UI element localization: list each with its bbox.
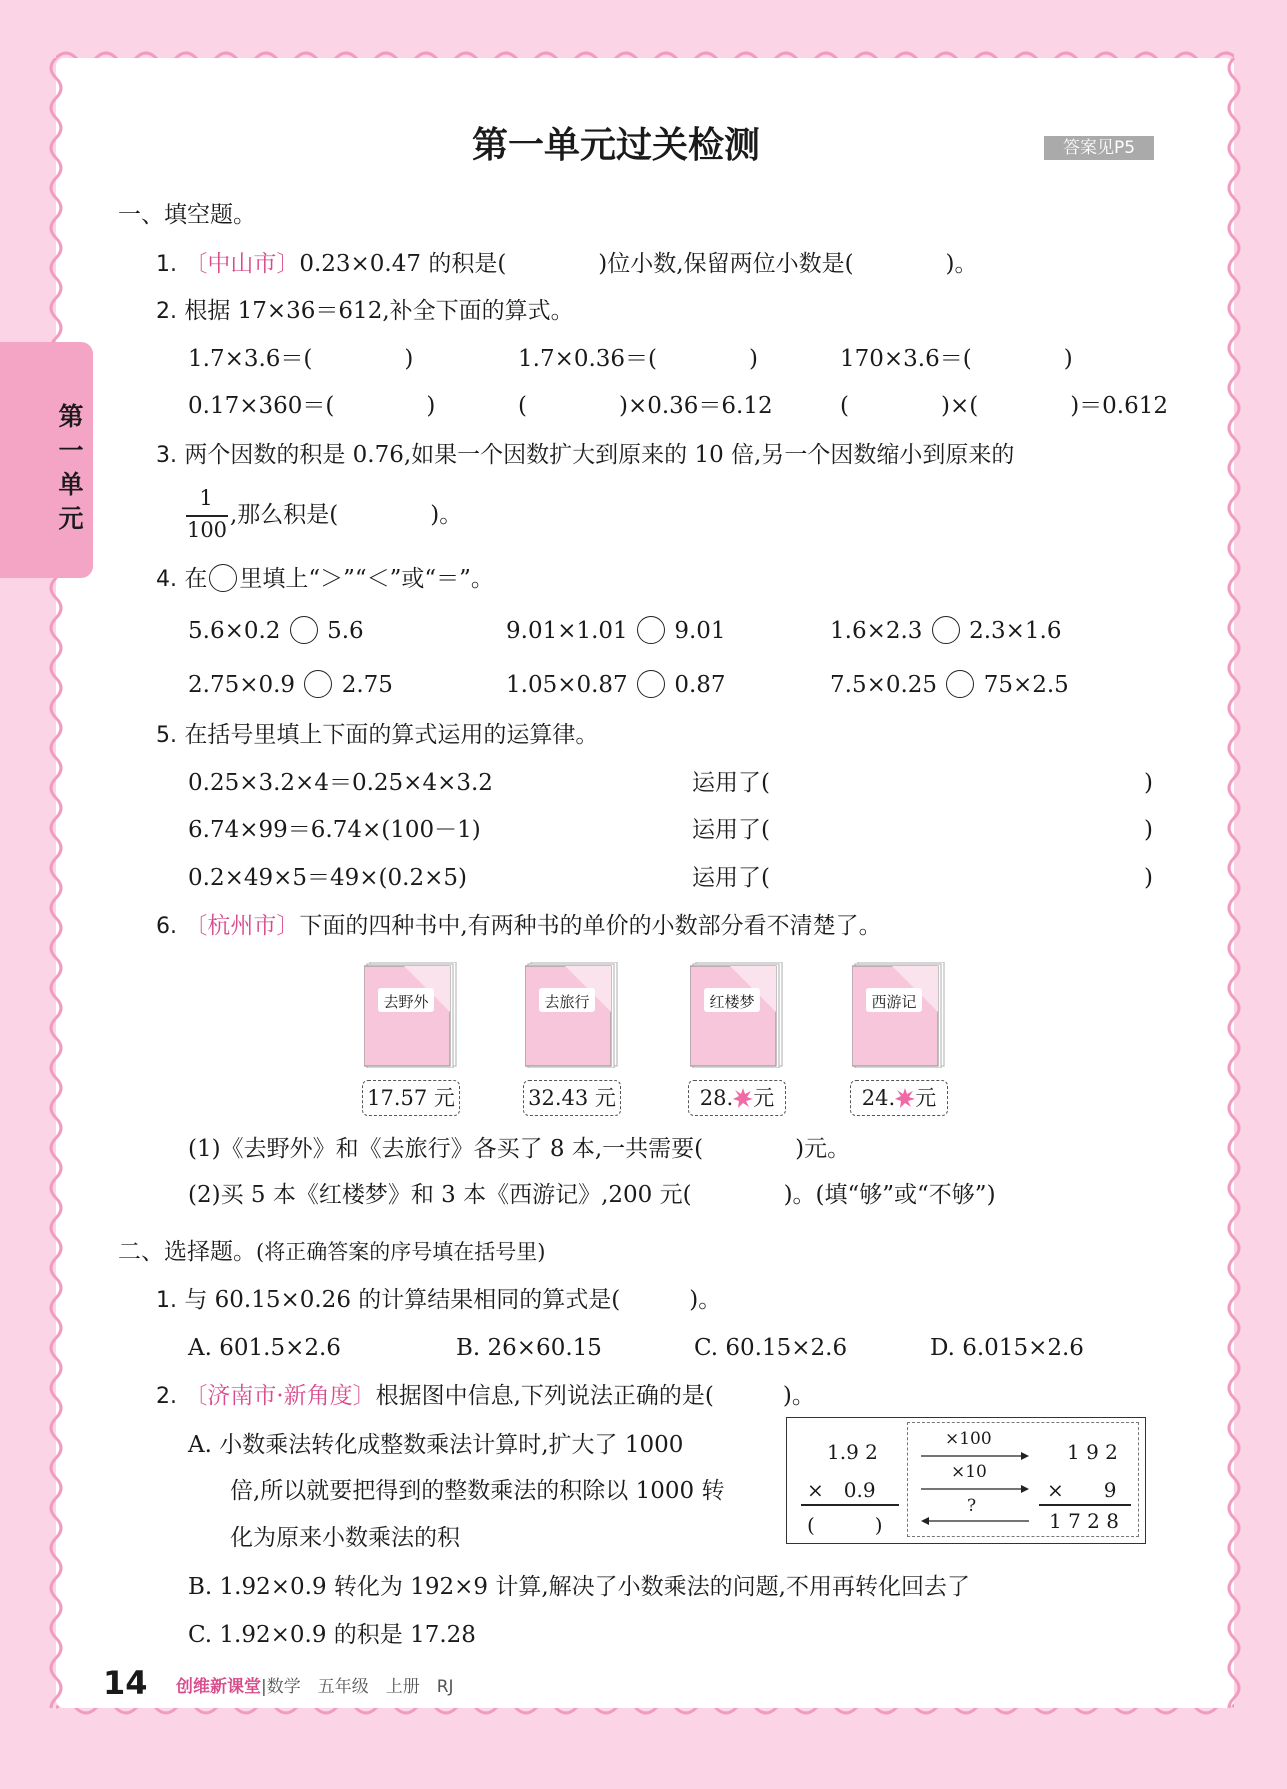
question-number: 3. <box>156 443 177 468</box>
book-title: 去旅行 <box>544 993 590 1011</box>
law-row-2-used: 运用了( <box>692 817 770 843</box>
integer-factor-2: × 9 <box>1047 1478 1117 1502</box>
q2-row2-item1: 0.17×360＝( ) <box>188 393 436 419</box>
answer-circle-icon[interactable] <box>637 670 665 698</box>
book-icon <box>525 962 619 1068</box>
question-number: 2. <box>156 299 177 324</box>
q2-row2-item3: ( )×( )＝0.612 <box>840 393 1169 419</box>
option-a-line2: 倍,所以就要把得到的整数乘法的积除以 1000 转 <box>230 1478 725 1504</box>
question-text: 0.23×0.47 的积是( )位小数,保留两位小数是( )。 <box>299 251 978 277</box>
option-b: B. 26×60.15 <box>456 1335 602 1361</box>
answer-circle-icon[interactable] <box>290 616 318 644</box>
law-row-1-close: ) <box>1144 770 1153 796</box>
page-title: 第一单元过关检测 <box>472 125 761 166</box>
option-c: C. 60.15×2.6 <box>694 1335 848 1361</box>
question-3 <box>156 440 1014 471</box>
question-6 <box>156 911 882 942</box>
decimal-factor-1: 1.9 2 <box>827 1440 878 1464</box>
integer-product: 1 7 2 8 <box>1049 1509 1119 1533</box>
question-number: 1. <box>156 1288 177 1313</box>
left-expr: 2.75×0.9 <box>188 672 296 698</box>
option-b: B. 1.92×0.9 转化为 192×9 计算,解决了小数乘法的问题,不用再转化回去了 <box>188 1574 970 1600</box>
q2-row1-item2: 1.7×0.36＝( ) <box>518 346 759 372</box>
law-row-2-expr: 6.74×99＝6.74×(100－1) <box>188 817 481 843</box>
footer-separator: | <box>261 1677 267 1697</box>
q2-row2-item2: ( )×0.36＝6.12 <box>518 393 773 419</box>
price-integer: 28. <box>699 1086 734 1110</box>
section2-note: (将正确答案的序号填在括号里) <box>256 1240 546 1264</box>
ink-splat-icon <box>733 1088 753 1108</box>
section2-heading <box>118 1237 545 1267</box>
book-price-tag: 17.57 元 <box>362 1080 460 1116</box>
right-expr: 5.6 <box>327 618 364 644</box>
book-icon <box>852 962 946 1068</box>
book-price-tag <box>850 1080 948 1116</box>
question-text: 下面的四种书中,有两种书的单价的小数部分看不清楚了。 <box>299 913 882 939</box>
multiplication-diagram <box>786 1417 1146 1544</box>
question-2 <box>156 296 574 327</box>
book-title: 去野外 <box>383 993 429 1011</box>
option-a: A. 601.5×2.6 <box>188 1335 341 1361</box>
question-5 <box>156 720 598 751</box>
question-text: 与 60.15×0.26 的计算结果相同的算式是( )。 <box>184 1287 722 1313</box>
option-c: C. 1.92×0.9 的积是 17.28 <box>188 1622 476 1648</box>
option-a-line1: A. 小数乘法转化成整数乘法计算时,扩大了 1000 <box>188 1432 684 1458</box>
right-wave-border <box>1220 58 1248 1708</box>
arrow-label-2: ×10 <box>951 1462 987 1482</box>
section1-heading: 一、填空题。 <box>118 202 256 228</box>
region-tag: 〔杭州市〕 <box>184 913 300 939</box>
decimal-product-blank: ( ) <box>807 1513 883 1537</box>
compare-circle-icon <box>209 564 237 592</box>
fraction-numerator: 1 <box>199 486 213 510</box>
law-row-3-close: ) <box>1144 865 1153 891</box>
right-expr: 2.75 <box>341 672 393 698</box>
question-4 <box>156 564 494 595</box>
right-expr: 0.87 <box>674 672 726 698</box>
law-row-3-expr: 0.2×49×5＝49×(0.2×5) <box>188 865 467 891</box>
question-number: 1. <box>156 252 177 277</box>
right-arrow-icon <box>921 1451 1029 1461</box>
fraction-bar <box>186 515 228 517</box>
book-price-tag <box>688 1080 786 1116</box>
option-a-line3: 化为原来小数乘法的积 <box>230 1525 460 1551</box>
right-expr: 9.01 <box>674 618 726 644</box>
decimal-factor-2: × 0.9 <box>807 1478 876 1502</box>
law-row-1-expr: 0.25×3.2×4＝0.25×4×3.2 <box>188 770 493 796</box>
question-number: 6. <box>156 914 177 939</box>
book-price-tag: 32.43 元 <box>523 1080 621 1116</box>
book-title: 红楼梦 <box>709 993 755 1011</box>
question-number: 5. <box>156 723 177 748</box>
q2-row1-item1: 1.7×3.6＝( ) <box>188 346 414 372</box>
fraction-denominator: 100 <box>186 518 228 542</box>
answer-reference-badge: 答案见P5 <box>1044 136 1154 160</box>
question-text: 在括号里填上下面的算式运用的运算律。 <box>184 722 599 748</box>
ink-splat-icon <box>895 1088 915 1108</box>
left-expr: 5.6×0.2 <box>188 618 281 644</box>
price-unit: 元 <box>753 1086 775 1110</box>
law-row-2-close: ) <box>1144 817 1153 843</box>
left-wave-border <box>42 58 70 1708</box>
price-integer: 24. <box>861 1086 896 1110</box>
question-text-post: 里填上“＞”“＜”或“＝”。 <box>239 566 494 592</box>
answer-circle-icon[interactable] <box>637 616 665 644</box>
option-d: D. 6.015×2.6 <box>930 1335 1084 1361</box>
answer-circle-icon[interactable] <box>304 670 332 698</box>
left-expr: 1.05×0.87 <box>506 672 628 698</box>
right-expr: 75×2.5 <box>983 672 1069 698</box>
compare-item-2 <box>506 616 726 646</box>
compare-item-5 <box>506 670 726 700</box>
choice-question-1 <box>156 1285 721 1316</box>
book-title: 西游记 <box>871 993 917 1011</box>
question-number: 2. <box>156 1384 177 1409</box>
question-text: 根据图中信息,下列说法正确的是( )。 <box>375 1383 815 1409</box>
left-expr: 7.5×0.25 <box>830 672 938 698</box>
q6-sub-question-2: (2)买 5 本《红楼梦》和 3 本《西游记》,200 元( )。(填“够”或“不够”) <box>188 1182 996 1208</box>
q6-sub-question-1: (1)《去野外》和《去旅行》各买了 8 本,一共需要( )元。 <box>188 1136 851 1162</box>
answer-circle-icon[interactable] <box>932 616 960 644</box>
compare-item-1 <box>188 616 364 646</box>
q2-row1-item3: 170×3.6＝( ) <box>840 346 1073 372</box>
left-arrow-icon <box>921 1516 1029 1526</box>
question-1 <box>156 249 978 280</box>
compare-item-4 <box>188 670 393 700</box>
book-icon <box>690 962 784 1068</box>
price-unit: 元 <box>915 1086 937 1110</box>
question-number: 4. <box>156 567 177 592</box>
book-icon <box>364 962 458 1068</box>
left-expr: 9.01×1.01 <box>506 618 628 644</box>
law-row-3-used: 运用了( <box>692 865 770 891</box>
book-info: 数学 五年级 上册 RJ <box>266 1677 454 1697</box>
law-row-1-used: 运用了( <box>692 770 770 796</box>
answer-circle-icon[interactable] <box>946 670 974 698</box>
arrow-label-3: ? <box>967 1496 977 1516</box>
arrow-label-1: ×100 <box>945 1429 992 1449</box>
page-number: 14 <box>103 1664 148 1702</box>
question-text-pre: 在 <box>184 566 208 592</box>
q3-tail: ,那么积是( )。 <box>230 502 463 528</box>
integer-factor-1: 1 9 2 <box>1067 1440 1118 1464</box>
decimal-rule <box>801 1504 899 1506</box>
question-text: 两个因数的积是 0.76,如果一个因数扩大到原来的 10 倍,另一个因数缩小到原来的 <box>184 442 1015 468</box>
question-text: 根据 17×36＝612,补全下面的算式。 <box>184 298 574 324</box>
integer-rule <box>1039 1504 1131 1506</box>
choice-question-2 <box>156 1381 815 1412</box>
region-tag: 〔济南市·新角度〕 <box>184 1383 376 1409</box>
section2-title: 二、选择题。 <box>118 1239 256 1265</box>
brand-name: 创维新课堂 <box>176 1677 261 1697</box>
footer-info <box>176 1672 454 1702</box>
compare-item-3 <box>830 616 1062 646</box>
right-arrow-icon <box>921 1484 1029 1494</box>
compare-item-6 <box>830 670 1069 700</box>
right-expr: 2.3×1.6 <box>969 618 1062 644</box>
left-expr: 1.6×2.3 <box>830 618 923 644</box>
unit-side-tab-label: 第一单元 <box>58 402 84 533</box>
region-tag: 〔中山市〕 <box>184 251 300 277</box>
